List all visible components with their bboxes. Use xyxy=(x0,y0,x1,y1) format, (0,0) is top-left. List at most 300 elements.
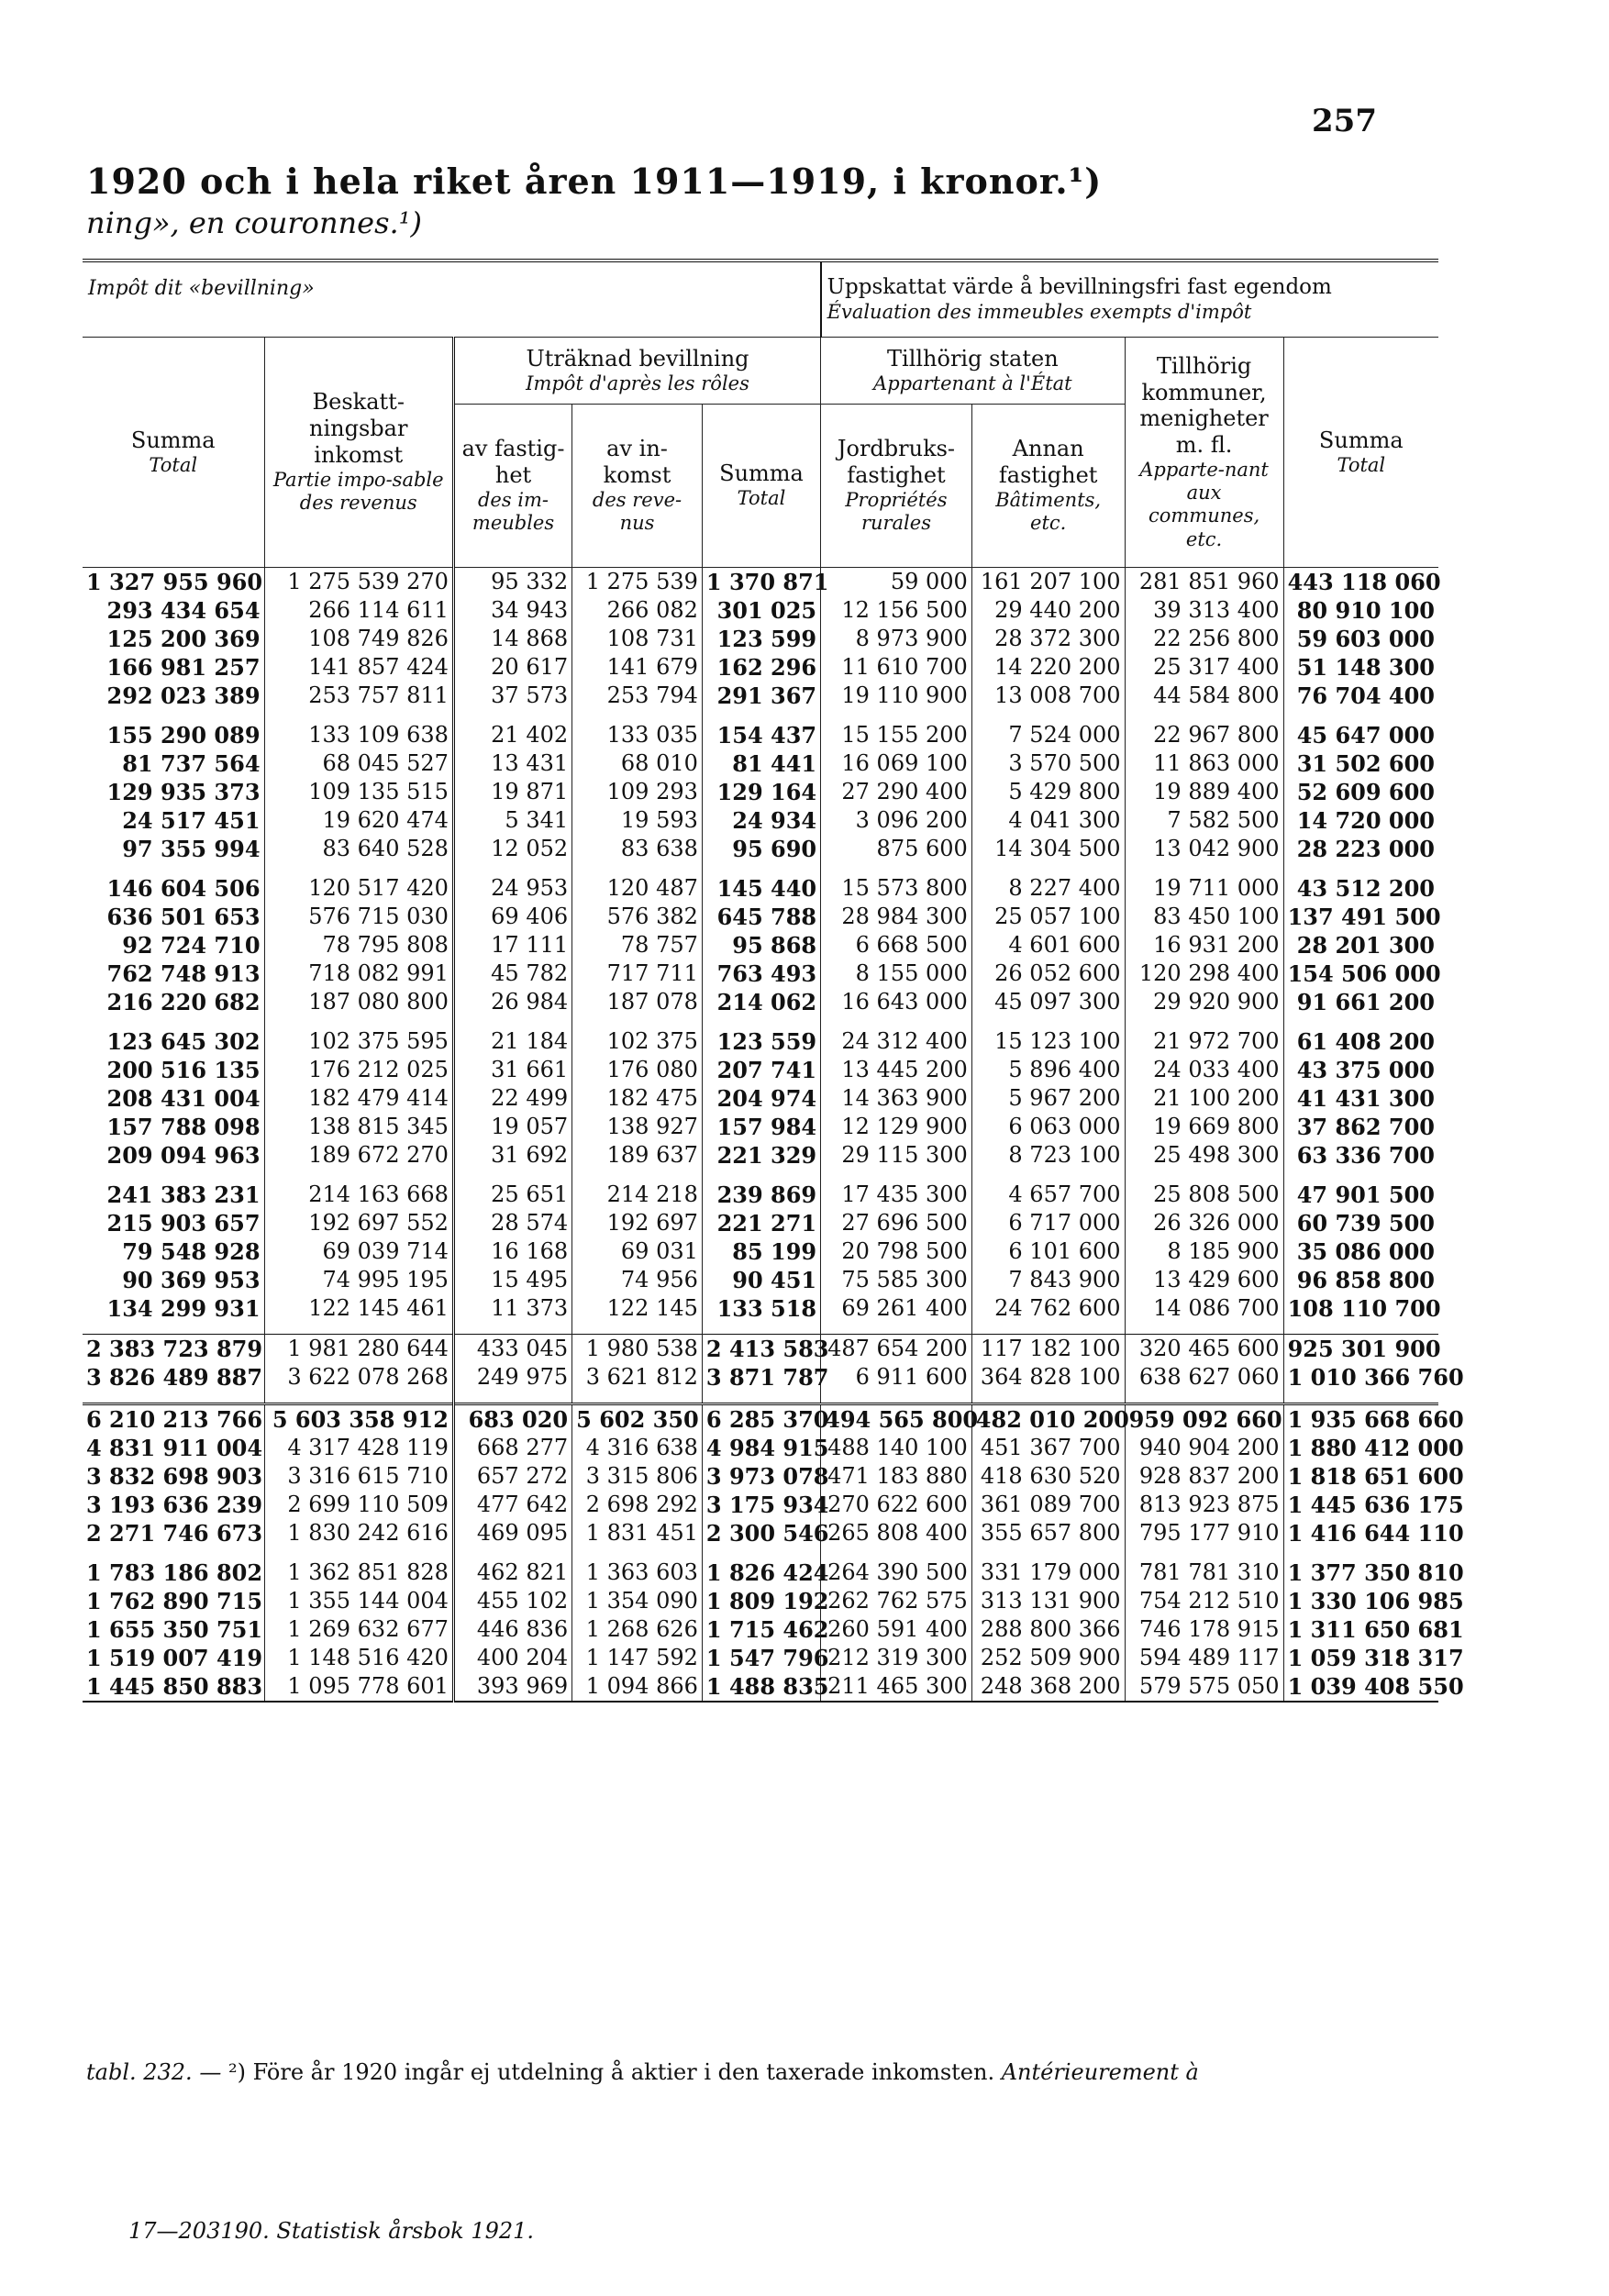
table-cell: 469 095 xyxy=(453,1519,571,1547)
table-cell: 129 935 373 xyxy=(106,778,261,805)
spacer-cell xyxy=(264,1323,453,1335)
table-cell: 443 118 060 xyxy=(1283,567,1438,596)
table-cell: 1 362 851 828 xyxy=(264,1558,453,1587)
col-summa-header xyxy=(83,337,264,567)
table-cell: 26 052 600 xyxy=(971,959,1125,988)
kommuner-label-fr: Apparte-nant aux communes, etc. xyxy=(1139,459,1269,550)
table-cell: 120 487 xyxy=(572,874,703,903)
table-cell: 96 858 800 xyxy=(1283,1266,1438,1294)
table-cell: 15 123 100 xyxy=(971,1027,1125,1056)
table-cell: 214 062 xyxy=(702,988,820,1016)
spacer-cell xyxy=(83,710,264,721)
table-cell: 393 969 xyxy=(453,1672,571,1702)
spacer-cell xyxy=(821,863,972,874)
table-cell: 207 741 xyxy=(702,1056,820,1084)
table-cell: 22 967 800 xyxy=(1125,721,1283,749)
table-cell: 471 183 880 xyxy=(821,1462,972,1491)
table-cell: 1 377 350 810 xyxy=(1283,1558,1438,1587)
table-cell: 252 509 900 xyxy=(971,1644,1125,1672)
table-cell: 12 129 900 xyxy=(821,1113,972,1141)
table-row xyxy=(83,682,1438,710)
table-cell: 19 620 474 xyxy=(264,806,453,835)
table-cell: 781 781 310 xyxy=(1125,1558,1283,1587)
av-ink-label-fr: des reve-nus xyxy=(592,488,682,535)
spacer-cell xyxy=(1283,710,1438,721)
table-cell: 15 155 200 xyxy=(821,721,972,749)
table-cell: 11 373 xyxy=(453,1294,571,1323)
spacer-cell xyxy=(1125,1547,1283,1558)
spacer-cell xyxy=(264,1170,453,1181)
table-cell: 16 931 200 xyxy=(1125,931,1283,959)
group-spacer xyxy=(83,1170,1438,1181)
table-cell: 214 163 668 xyxy=(264,1181,453,1209)
table-cell: 21 402 xyxy=(453,721,571,749)
table-cell: 14 086 700 xyxy=(1125,1294,1283,1323)
table-cell: 25 057 100 xyxy=(971,903,1125,931)
table-row xyxy=(83,653,1438,682)
table-cell: 59 000 xyxy=(821,567,972,596)
table-cell: 209 094 963 xyxy=(106,1141,261,1169)
table-cell: 8 227 400 xyxy=(971,874,1125,903)
table-cell: 5 603 358 912 xyxy=(264,1403,453,1434)
table-cell: 446 836 xyxy=(453,1615,571,1644)
table-cell: 51 148 300 xyxy=(1283,653,1438,682)
table-cell: 1 880 412 000 xyxy=(1283,1434,1438,1462)
table-cell: 24 953 xyxy=(453,874,571,903)
table-row xyxy=(83,1209,1438,1237)
table-cell: 11 863 000 xyxy=(1125,749,1283,778)
spacer-cell xyxy=(1283,863,1438,874)
table-cell: 253 794 xyxy=(572,682,703,710)
table-row xyxy=(83,1644,1438,1672)
spacer-cell xyxy=(453,1323,571,1335)
page-number: 257 xyxy=(1312,103,1377,139)
table-row xyxy=(83,1237,1438,1266)
table-cell: 137 491 500 xyxy=(1283,903,1438,931)
spacer-cell xyxy=(971,710,1125,721)
table-cell: 3 826 489 887 xyxy=(86,1363,263,1391)
table-cell: 74 956 xyxy=(572,1266,703,1294)
table-row xyxy=(83,1462,1438,1491)
table-cell: 28 372 300 xyxy=(971,625,1125,653)
table-cell: 63 336 700 xyxy=(1283,1141,1438,1170)
table-row xyxy=(83,1587,1438,1615)
utraknad-header xyxy=(453,337,820,404)
table-cell: 214 218 xyxy=(572,1181,703,1209)
spacer-cell xyxy=(572,1016,703,1027)
table-cell: 3 832 698 903 xyxy=(86,1462,263,1490)
table-cell: 6 668 500 xyxy=(821,931,972,959)
table-cell: 576 382 xyxy=(572,903,703,931)
table-cell: 14 868 xyxy=(453,625,571,653)
table-cell: 120 298 400 xyxy=(1125,959,1283,988)
spacer-cell xyxy=(572,710,703,721)
table-row xyxy=(83,1181,1438,1209)
table-cell: 241 383 231 xyxy=(106,1181,261,1208)
table-cell: 482 010 200 xyxy=(971,1403,1125,1434)
table-cell: 645 788 xyxy=(702,903,820,931)
table-cell: 288 800 366 xyxy=(971,1615,1125,1644)
spacer-cell xyxy=(971,1323,1125,1335)
table-cell: 95 690 xyxy=(702,835,820,863)
table-cell: 14 363 900 xyxy=(821,1084,972,1113)
table-cell: 291 367 xyxy=(702,682,820,710)
table-cell: 78 795 808 xyxy=(264,931,453,959)
table-cell: 265 808 400 xyxy=(821,1519,972,1547)
utraknad-label: Uträknad bevillning xyxy=(526,345,749,372)
table-cell: 125 200 369 xyxy=(106,625,261,652)
table-cell: 925 301 900 xyxy=(1283,1334,1438,1363)
table-row xyxy=(83,1672,1438,1702)
table-cell: 1 275 539 270 xyxy=(264,567,453,596)
av-fast-label-fr: des im-meubles xyxy=(472,488,555,535)
spacer-cell xyxy=(572,1547,703,1558)
table-cell: 29 920 900 xyxy=(1125,988,1283,1016)
beskatt-label-fr: Partie impo-sable des revenus xyxy=(272,468,444,514)
spacer-cell xyxy=(821,710,972,721)
table-cell: 44 584 800 xyxy=(1125,682,1283,710)
col-kommuner-header xyxy=(1125,337,1283,567)
table-cell: 16 069 100 xyxy=(821,749,972,778)
table-cell: 17 111 xyxy=(453,931,571,959)
table-cell: 26 984 xyxy=(453,988,571,1016)
table-cell: 668 277 xyxy=(453,1434,571,1462)
table-cell: 61 408 200 xyxy=(1283,1027,1438,1056)
table-cell: 81 441 xyxy=(702,749,820,778)
table-cell: 1 355 144 004 xyxy=(264,1587,453,1615)
table-cell: 1 148 516 420 xyxy=(264,1644,453,1672)
table-cell: 1 830 242 616 xyxy=(264,1519,453,1547)
table-cell: 1 269 632 677 xyxy=(264,1615,453,1644)
table-cell: 1 010 366 760 xyxy=(1283,1363,1438,1392)
spacer-cell xyxy=(971,1016,1125,1027)
table-cell: 281 851 960 xyxy=(1125,567,1283,596)
table-cell: 24 762 600 xyxy=(971,1294,1125,1323)
table-cell: 579 575 050 xyxy=(1125,1672,1283,1702)
table-cell: 1 762 890 715 xyxy=(86,1587,263,1614)
table-cell: 1 268 626 xyxy=(572,1615,703,1644)
table-cell: 361 089 700 xyxy=(971,1491,1125,1519)
table-cell: 6 101 600 xyxy=(971,1237,1125,1266)
table-cell: 1 095 778 601 xyxy=(264,1672,453,1702)
spacer-cell xyxy=(264,1547,453,1558)
spacer-cell xyxy=(572,863,703,874)
group-spacer xyxy=(83,710,1438,721)
table-cell: 1 809 192 xyxy=(702,1587,820,1615)
table-cell: 28 223 000 xyxy=(1283,835,1438,863)
table-cell: 13 429 600 xyxy=(1125,1266,1283,1294)
table-cell: 576 715 030 xyxy=(264,903,453,931)
table-cell: 15 573 800 xyxy=(821,874,972,903)
table-cell: 221 329 xyxy=(702,1141,820,1170)
table-row xyxy=(83,806,1438,835)
table-cell: 108 110 700 xyxy=(1283,1294,1438,1323)
table-cell: 1 981 280 644 xyxy=(264,1334,453,1363)
table-cell: 1 831 451 xyxy=(572,1519,703,1547)
table-cell: 940 904 200 xyxy=(1125,1434,1283,1462)
table-cell: 123 559 xyxy=(702,1027,820,1056)
spacer-cell xyxy=(1283,1392,1438,1404)
spacer-cell xyxy=(264,710,453,721)
table-cell: 120 517 420 xyxy=(264,874,453,903)
page-subtitle: ning», en couronnes.¹) xyxy=(86,205,422,240)
table-cell: 15 495 xyxy=(453,1266,571,1294)
spacer-cell xyxy=(702,1016,820,1027)
table-row xyxy=(83,1403,1438,1434)
jord-label-fr: Propriétés rurales xyxy=(845,488,948,535)
table-cell: 16 168 xyxy=(453,1237,571,1266)
table-cell: 212 319 300 xyxy=(821,1644,972,1672)
table-cell: 5 602 350 xyxy=(572,1403,703,1434)
table-cell: 14 304 500 xyxy=(971,835,1125,863)
table-cell: 320 465 600 xyxy=(1125,1334,1283,1363)
table-cell: 45 782 xyxy=(453,959,571,988)
staten-label: Tillhörig staten xyxy=(887,345,1059,372)
table-cell: 12 156 500 xyxy=(821,596,972,625)
table-row xyxy=(83,835,1438,863)
table-cell: 1 655 350 751 xyxy=(86,1615,263,1643)
kommuner-label: Tillhörig kommuner, menigheter m. fl. xyxy=(1139,352,1269,459)
spacer-cell xyxy=(1125,1392,1283,1404)
table-cell: 19 711 000 xyxy=(1125,874,1283,903)
table-row xyxy=(83,778,1438,806)
table-cell: 24 312 400 xyxy=(821,1027,972,1056)
group-spacer xyxy=(83,1016,1438,1027)
table-cell: 2 699 110 509 xyxy=(264,1491,453,1519)
table-cell: 19 110 900 xyxy=(821,682,972,710)
table-cell: 8 185 900 xyxy=(1125,1237,1283,1266)
exempt-property-header xyxy=(821,261,1438,337)
total-label: Total xyxy=(149,453,198,476)
table-cell: 8 723 100 xyxy=(971,1141,1125,1170)
table-cell: 8 973 900 xyxy=(821,625,972,653)
table-cell: 69 261 400 xyxy=(821,1294,972,1323)
jord-label: Jordbruks-fastighet xyxy=(837,436,956,489)
table-cell: 718 082 991 xyxy=(264,959,453,988)
table-cell: 1 094 866 xyxy=(572,1672,703,1702)
table-cell: 6 285 370 xyxy=(702,1403,820,1434)
av-fast-label: av fastig-het xyxy=(461,436,565,489)
table-cell: 1 416 644 110 xyxy=(1283,1519,1438,1547)
table-cell: 189 672 270 xyxy=(264,1141,453,1170)
table-cell: 108 731 xyxy=(572,625,703,653)
table-cell: 31 692 xyxy=(453,1141,571,1170)
table-cell: 494 565 800 xyxy=(821,1403,972,1434)
table-cell: 1 715 462 xyxy=(702,1615,820,1644)
table-cell: 3 622 078 268 xyxy=(264,1363,453,1392)
table-cell: 133 035 xyxy=(572,721,703,749)
table-cell: 68 010 xyxy=(572,749,703,778)
table-cell: 28 201 300 xyxy=(1283,931,1438,959)
table-cell: 683 020 xyxy=(453,1403,571,1434)
table-row xyxy=(83,1615,1438,1644)
table-row xyxy=(83,567,1438,596)
table-cell: 154 506 000 xyxy=(1283,959,1438,988)
table-cell: 215 903 657 xyxy=(106,1209,261,1237)
table-cell: 138 927 xyxy=(572,1113,703,1141)
table-cell: 43 375 000 xyxy=(1283,1056,1438,1084)
table-cell: 211 465 300 xyxy=(821,1672,972,1702)
table-cell: 3 973 078 xyxy=(702,1462,820,1491)
table-cell: 6 210 213 766 xyxy=(83,1403,264,1434)
table-cell: 4 657 700 xyxy=(971,1181,1125,1209)
spacer-cell xyxy=(1125,863,1283,874)
table-cell: 638 627 060 xyxy=(1125,1363,1283,1392)
table-row xyxy=(83,1084,1438,1113)
table-cell: 25 317 400 xyxy=(1125,653,1283,682)
table-cell: 204 974 xyxy=(702,1084,820,1113)
table-cell: 2 698 292 xyxy=(572,1491,703,1519)
table-cell: 102 375 595 xyxy=(264,1027,453,1056)
table-cell: 19 871 xyxy=(453,778,571,806)
table-cell: 5 341 xyxy=(453,806,571,835)
table-cell: 3 096 200 xyxy=(821,806,972,835)
table-cell: 138 815 345 xyxy=(264,1113,453,1141)
table-cell: 239 869 xyxy=(702,1181,820,1209)
table-cell: 1 980 538 xyxy=(572,1334,703,1363)
table-row xyxy=(83,931,1438,959)
table-cell: 1 330 106 985 xyxy=(1283,1587,1438,1615)
impot-group-header: Impôt dit «bevillning» xyxy=(83,261,821,337)
table-cell: 74 995 195 xyxy=(264,1266,453,1294)
annan-label-fr: Bâtiments, etc. xyxy=(995,488,1102,535)
table-cell: 331 179 000 xyxy=(971,1558,1125,1587)
table-cell: 109 135 515 xyxy=(264,778,453,806)
table-cell: 29 115 300 xyxy=(821,1141,972,1170)
table-cell: 5 429 800 xyxy=(971,778,1125,806)
spacer-cell xyxy=(572,1323,703,1335)
spacer-cell xyxy=(702,1170,820,1181)
footnote-prefix: tabl. 232. — xyxy=(86,2059,222,2085)
table-cell: 102 375 xyxy=(572,1027,703,1056)
table-cell: 45 097 300 xyxy=(971,988,1125,1016)
table-row xyxy=(83,1113,1438,1141)
spacer-cell xyxy=(453,710,571,721)
table-cell: 176 212 025 xyxy=(264,1056,453,1084)
table-cell: 4 316 638 xyxy=(572,1434,703,1462)
table-cell: 1 818 651 600 xyxy=(1283,1462,1438,1491)
table-cell: 208 431 004 xyxy=(106,1084,261,1112)
utraknad-label-fr: Impôt d'après les rôles xyxy=(526,372,749,394)
col-av-fast-header xyxy=(453,404,571,567)
table-cell: 594 489 117 xyxy=(1125,1644,1283,1672)
spacer-cell xyxy=(821,1547,972,1558)
table-body xyxy=(83,567,1464,1702)
table-cell: 3 871 787 xyxy=(702,1363,820,1392)
table-cell: 28 984 300 xyxy=(821,903,972,931)
spacer-cell xyxy=(971,863,1125,874)
table-cell: 14 220 200 xyxy=(971,653,1125,682)
table-cell: 313 131 900 xyxy=(971,1587,1125,1615)
table-row xyxy=(83,749,1438,778)
table-cell: 1 935 668 660 xyxy=(1283,1403,1438,1434)
table-cell: 109 293 xyxy=(572,778,703,806)
table-cell: 221 271 xyxy=(702,1209,820,1237)
table-cell: 6 911 600 xyxy=(821,1363,972,1392)
table-cell: 2 383 723 879 xyxy=(83,1334,264,1363)
spacer-cell xyxy=(1125,1323,1283,1335)
spacer-cell xyxy=(702,1392,820,1404)
table-cell: 68 045 527 xyxy=(264,749,453,778)
spacer-cell xyxy=(821,1392,972,1404)
table-cell: 12 052 xyxy=(453,835,571,863)
table-cell: 400 204 xyxy=(453,1644,571,1672)
table-cell: 24 517 451 xyxy=(122,806,261,834)
spacer-cell xyxy=(264,863,453,874)
table-cell: 260 591 400 xyxy=(821,1615,972,1644)
table-cell: 123 645 302 xyxy=(106,1027,261,1055)
table-cell: 14 720 000 xyxy=(1283,806,1438,835)
table-cell: 83 640 528 xyxy=(264,835,453,863)
table-cell: 875 600 xyxy=(821,835,972,863)
table-cell: 7 582 500 xyxy=(1125,806,1283,835)
table-row xyxy=(83,1266,1438,1294)
table-cell: 270 622 600 xyxy=(821,1491,972,1519)
table-cell: 4 317 428 119 xyxy=(264,1434,453,1462)
spacer-cell xyxy=(572,1392,703,1404)
table-cell: 293 434 654 xyxy=(106,596,261,624)
table-cell: 462 821 xyxy=(453,1558,571,1587)
table-cell: 264 390 500 xyxy=(821,1558,972,1587)
table-header xyxy=(83,261,1438,567)
staten-label-fr: Appartenant à l'État xyxy=(873,372,1072,394)
table-cell: 192 697 552 xyxy=(264,1209,453,1237)
summa3-label: Summa xyxy=(1318,427,1404,453)
spacer-cell xyxy=(702,710,820,721)
table-cell: 21 100 200 xyxy=(1125,1084,1283,1113)
spacer-cell xyxy=(1283,1323,1438,1335)
spacer-cell xyxy=(83,1323,264,1335)
table-cell: 35 086 000 xyxy=(1283,1237,1438,1266)
table-row xyxy=(83,1519,1438,1547)
table-cell: 129 164 xyxy=(702,778,820,806)
table-cell: 6 717 000 xyxy=(971,1209,1125,1237)
table-cell: 43 512 200 xyxy=(1283,874,1438,903)
table-cell: 29 440 200 xyxy=(971,596,1125,625)
table-cell: 21 184 xyxy=(453,1027,571,1056)
page-footer: 17—203190. Statistisk årsbok 1921. xyxy=(128,2218,535,2244)
table-cell: 176 080 xyxy=(572,1056,703,1084)
table-cell: 19 593 xyxy=(572,806,703,835)
spacer-cell xyxy=(83,863,264,874)
table-cell: 249 975 xyxy=(453,1363,571,1392)
table-cell: 122 145 xyxy=(572,1294,703,1323)
spacer-cell xyxy=(1283,1547,1438,1558)
table-cell: 39 313 400 xyxy=(1125,596,1283,625)
table-row xyxy=(83,1363,1438,1392)
table-cell: 3 621 812 xyxy=(572,1363,703,1392)
table-row xyxy=(83,1056,1438,1084)
table-cell: 182 479 414 xyxy=(264,1084,453,1113)
table-cell: 141 857 424 xyxy=(264,653,453,682)
table-cell: 266 082 xyxy=(572,596,703,625)
table-cell: 26 326 000 xyxy=(1125,1209,1283,1237)
table-cell: 4 601 600 xyxy=(971,931,1125,959)
table-cell: 21 972 700 xyxy=(1125,1027,1283,1056)
spacer-cell xyxy=(453,1392,571,1404)
table-cell: 16 643 000 xyxy=(821,988,972,1016)
spacer-cell xyxy=(821,1016,972,1027)
table-cell: 60 739 500 xyxy=(1283,1209,1438,1237)
group-spacer xyxy=(83,1323,1438,1335)
table-cell: 451 367 700 xyxy=(971,1434,1125,1462)
spacer-cell xyxy=(83,1016,264,1027)
table-cell: 22 256 800 xyxy=(1125,625,1283,653)
spacer-cell xyxy=(971,1547,1125,1558)
table-cell: 157 788 098 xyxy=(106,1113,261,1140)
table-cell: 1 311 650 681 xyxy=(1283,1615,1438,1644)
table-cell: 75 585 300 xyxy=(821,1266,972,1294)
